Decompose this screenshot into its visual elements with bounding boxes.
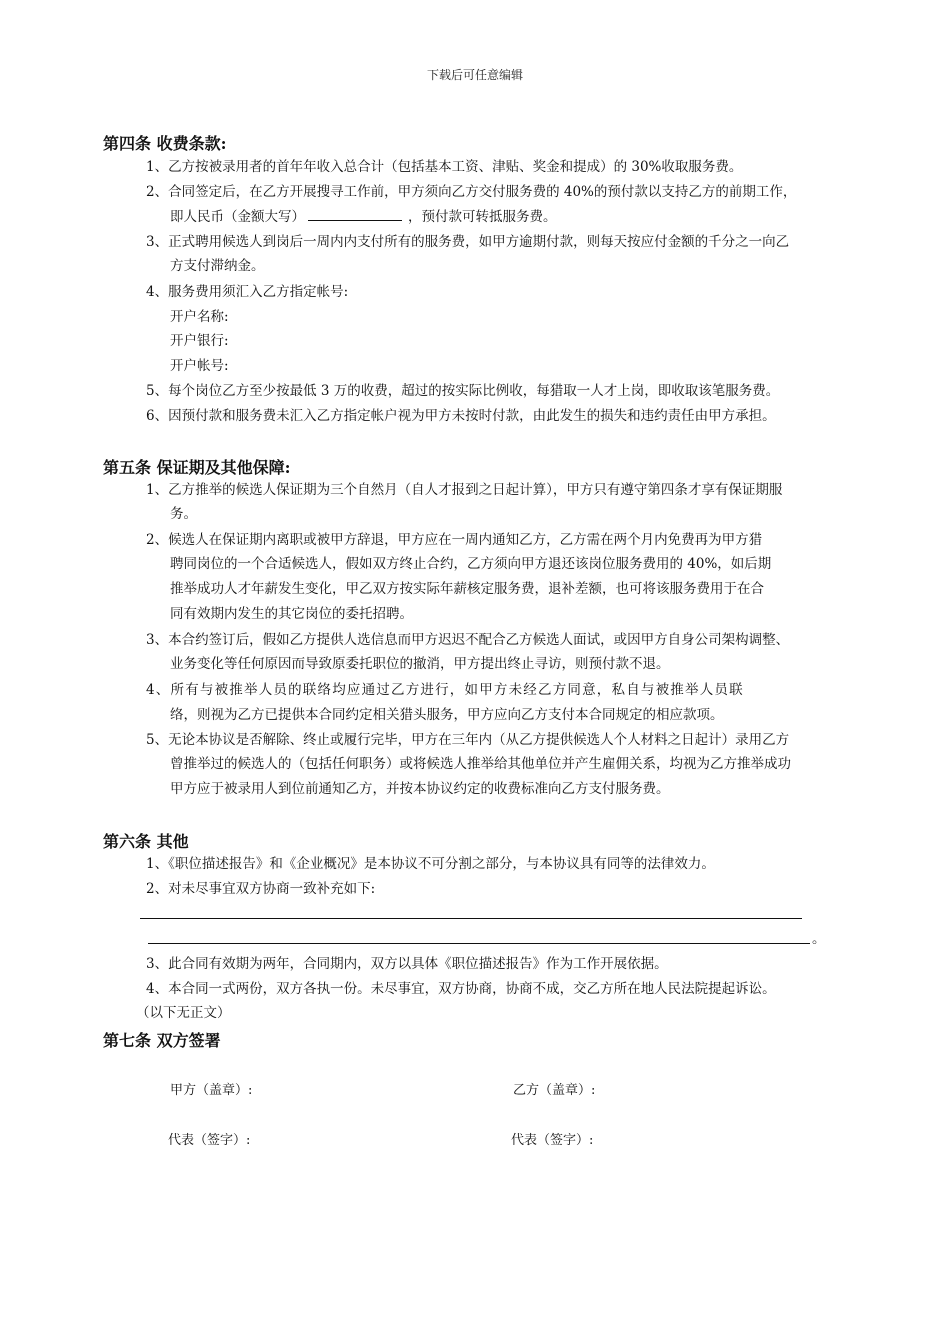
party-b-seal-label: 乙方（盖章）: [513, 1083, 596, 1098]
article-4-item-4: 4、服务费用须汇入乙方指定帐号: [146, 284, 349, 300]
supplement-line-1 [140, 918, 802, 919]
page-header: 下载后可任意编辑 [426, 68, 523, 82]
article-5-title: 第五条 保证期及其他保障: [103, 458, 291, 477]
party-a-sign-label: 代表（签字）: [168, 1133, 251, 1148]
article-4-item-3: 3、正式聘用候选人到岗后一周内内支付所有的服务费，如甲方逾期付款，则每天按应付金额的千分之一向乙 [146, 234, 790, 250]
supplement-period: 。 [812, 931, 826, 947]
article-5-item-1-cont: 务。 [170, 506, 197, 522]
article-5-item-3: 3、本合约签订后，假如乙方提供人选信息而甲方迟迟不配合乙方候选人面试，或因甲方自身公司架构调整、 [146, 632, 790, 648]
article-5-item-2-cont-3: 同有效期内发生的其它岗位的委托招聘。 [170, 606, 413, 622]
party-a-seal-label: 甲方（盖章）: [170, 1083, 253, 1098]
article-5-item-2: 2、候选人在保证期内离职或被甲方辞退，甲方应在一周内通知乙方，乙方需在两个月内免费再为甲方猎 [146, 532, 763, 548]
article-5-item-5: 5、无论本协议是否解除、终止或履行完毕，甲方在三年内（从乙方提供候选人个人材料之日起计）录用乙方 [146, 732, 790, 748]
amount-suffix: ，预付款可转抵服务费。 [408, 209, 557, 225]
amount-blank [308, 207, 402, 221]
article-6-item-4: 4、本合同一式两份，双方各执一份。未尽事宜，双方协商，协商不成，交乙方所在地人民法院提起诉讼。 [146, 981, 776, 997]
article-4-item-6: 6、因预付款和服务费未汇入乙方指定帐户视为甲方未按时付款，由此发生的损失和违约责任由甲方承担。 [146, 408, 776, 424]
article-5-item-2-cont-2: 推举成功人才年薪发生变化，甲乙双方按实际年薪核定服务费，退补差额，也可将该服务费用于在合 [170, 581, 764, 597]
article-6-item-1: 1、《职位描述报告》和《企业概况》是本协议不可分割之部分，与本协议具有同等的法律效力。 [146, 856, 715, 872]
article-5-item-1: 1、乙方推举的候选人保证期为三个自然月（自人才报到之日起计算），甲方只有遵守第四条才享有保证期服 [146, 482, 783, 498]
article-5-item-4: 4、所有与被推举人员的联络均应通过乙方进行，如甲方未经乙方同意，私自与被推举人员联 [146, 682, 744, 698]
end-of-text-note: （以下无正文） [136, 1005, 231, 1021]
article-5-item-5-cont-1: 曾推举过的候选人的（包括任何职务）或将候选人推举给其他单位并产生雇佣关系，均视为乙方推举成功 [170, 756, 791, 772]
article-5-item-2-cont-1: 聘同岗位的一个合适候选人，假如双方终止合约，乙方须向甲方退还该岗位服务费用的 40%，如后期 [170, 556, 772, 572]
account-bank-label: 开户银行: [170, 333, 229, 349]
article-4-item-2: 2、合同签定后，在乙方开展搜寻工作前，甲方须向乙方交付服务费的 40%的预付款以支持乙方的前期工作， [146, 184, 797, 200]
article-5-item-5-cont-2: 甲方应于被录用人到位前通知乙方，并按本协议约定的收费标准向乙方支付服务费。 [170, 781, 670, 797]
article-4-item-5: 5、每个岗位乙方至少按最低 3 万的收费，超过的按实际比例收，每猎取一人才上岗，即收取该笔服务费。 [146, 383, 780, 399]
article-6-title: 第六条 其他 [103, 832, 189, 851]
article-5-item-3-cont: 业务变化等任何原因而导致原委托职位的撤消，甲方提出终止寻访，则预付款不退。 [170, 656, 670, 672]
amount-label: 即人民币（金额大写） [170, 209, 305, 225]
party-b-sign-label: 代表（签字）: [511, 1133, 594, 1148]
article-4-title: 第四条 收费条款: [103, 134, 227, 153]
article-4-item-1: 1、乙方按被录用者的首年年收入总合计（包括基本工资、津贴、奖金和提成）的 30%收取服务费。 [146, 159, 743, 175]
supplement-line-2 [148, 943, 810, 944]
article-6-item-3: 3、此合同有效期为两年，合同期内，双方以具体《职位描述报告》作为工作开展依据。 [146, 956, 668, 972]
article-5-item-4-cont: 络，则视为乙方已提供本合同约定相关猎头服务，甲方应向乙方支付本合同规定的相应款项。 [170, 707, 724, 723]
account-number-label: 开户帐号: [170, 358, 229, 374]
article-6-item-2: 2、对未尽事宜双方协商一致补充如下: [146, 881, 376, 897]
article-4-item-3-cont: 方支付滞纳金。 [170, 258, 265, 274]
article-7-title: 第七条 双方签署 [103, 1031, 221, 1050]
article-4-item-2-cont [170, 207, 557, 226]
account-name-label: 开户名称: [170, 309, 229, 325]
